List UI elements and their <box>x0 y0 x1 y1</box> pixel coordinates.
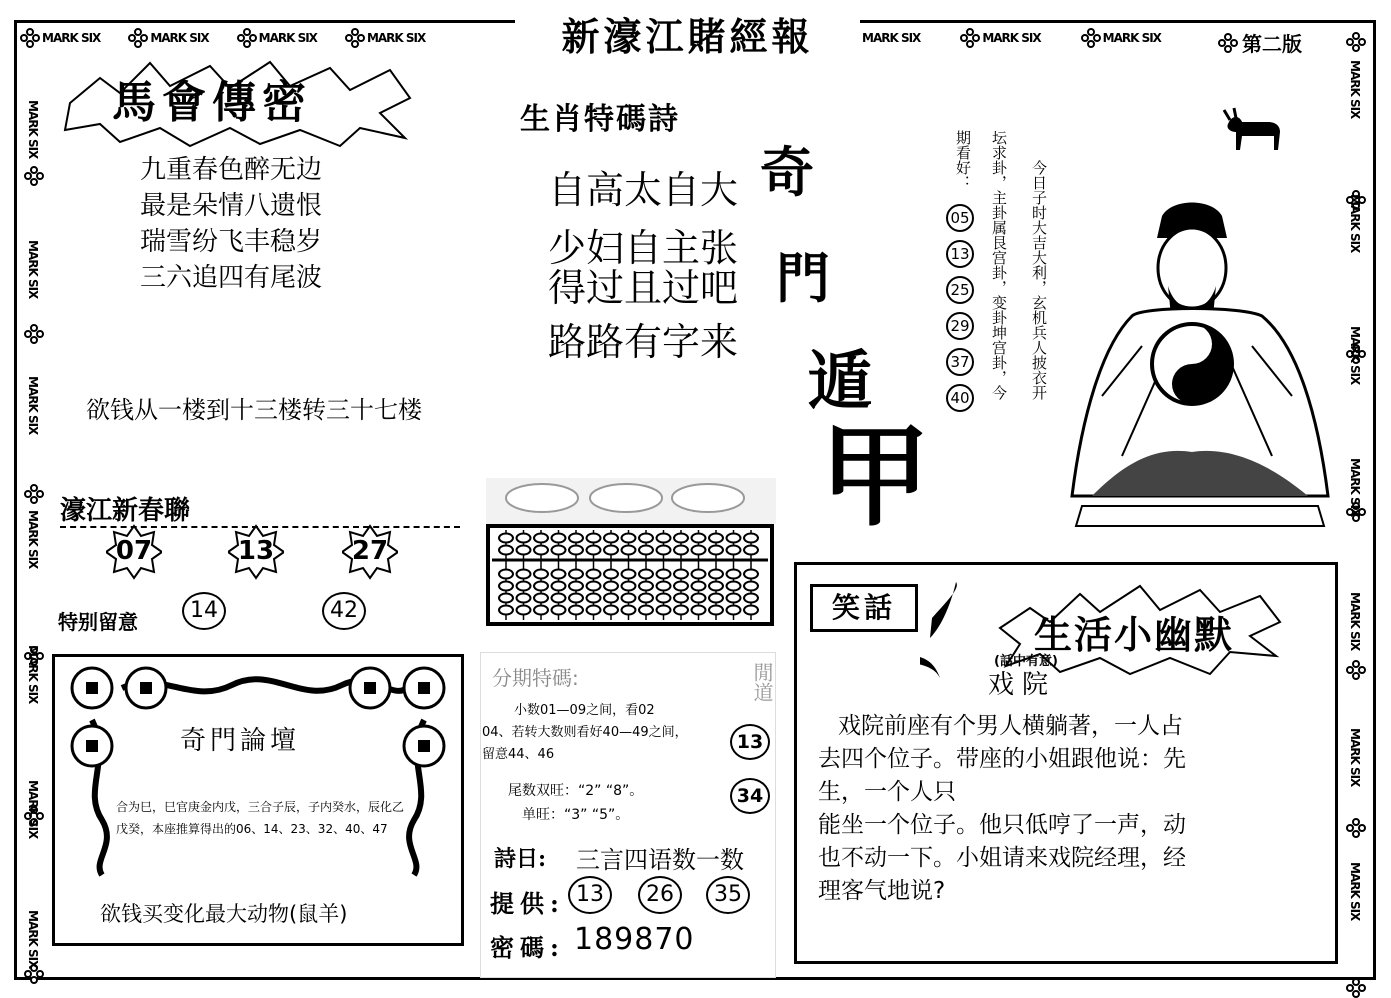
abacus-bead <box>587 606 601 615</box>
divination-number: 29 <box>946 312 974 340</box>
sage-figure <box>1062 196 1338 536</box>
abacus-bead <box>517 546 531 555</box>
top-strip-left <box>20 28 500 54</box>
abacus-bead <box>569 606 583 615</box>
joke-line: 戏院前座有个男人横躺著，一人占 <box>838 713 1183 739</box>
abacus-bead <box>604 570 618 579</box>
period-number: 13 <box>730 724 770 760</box>
abacus-bead <box>517 606 531 615</box>
abacus-bead <box>569 546 583 555</box>
period-line: 留意44、46 <box>482 747 555 762</box>
abacus-bead <box>727 534 741 543</box>
abacus-bead <box>587 594 601 603</box>
forum-footer: 欲钱买变化最大动物(鼠羊) <box>100 902 348 926</box>
abacus-bead <box>709 534 723 543</box>
abacus-bead <box>727 606 741 615</box>
special-number: 14 <box>182 592 226 630</box>
abacus-bead <box>534 606 548 615</box>
abacus-bead <box>709 594 723 603</box>
abacus-bead <box>552 570 566 579</box>
abacus-bead <box>517 570 531 579</box>
horse-secret-title: 馬會傳密 <box>112 77 312 128</box>
edition-label: 第二版 <box>1242 32 1302 56</box>
abacus-bead <box>727 594 741 603</box>
abacus-bead <box>674 582 688 591</box>
abacus-bead <box>657 594 671 603</box>
abacus-bead <box>657 606 671 615</box>
divination-col: 坛求卦，主卦属艮宫卦，变卦坤宫卦，今 <box>990 130 1008 400</box>
qimen-char: 奇 <box>760 140 814 204</box>
divination-number: 25 <box>946 276 974 304</box>
flower-icon <box>345 28 365 48</box>
poem-line: 路路有字来 <box>548 320 739 364</box>
abacus-bead <box>604 582 618 591</box>
period-special-title: 分期特碼: <box>492 666 579 690</box>
abacus-bead <box>587 582 601 591</box>
abacus-bead <box>744 582 758 591</box>
couplet-number: 07 <box>115 536 153 566</box>
abacus-bead <box>552 546 566 555</box>
code-value: 189870 <box>574 922 695 957</box>
abacus-bead <box>639 594 653 603</box>
abacus-bead <box>552 594 566 603</box>
period-line: 单旺：“3” “5”。 <box>522 807 630 823</box>
divination-number: 05 <box>946 204 974 232</box>
abacus-bead <box>552 534 566 543</box>
abacus-bead <box>744 534 758 543</box>
abacus-bead <box>517 594 531 603</box>
period-number: 34 <box>730 778 770 814</box>
abacus-bead <box>657 582 671 591</box>
abacus-bead <box>499 570 513 579</box>
abacus-bead <box>499 546 513 555</box>
divination-number: 13 <box>946 240 974 268</box>
abacus-bead <box>569 570 583 579</box>
abacus-bead <box>692 594 706 603</box>
abacus-bead <box>517 582 531 591</box>
poem-line: 瑞雪纷飞丰稳岁 <box>140 227 323 257</box>
period-side-label: 閒道 <box>750 662 774 702</box>
flower-icon <box>24 324 44 344</box>
abacus-bead <box>534 582 548 591</box>
goat-icon <box>1218 106 1288 154</box>
poem-line: 少妇自主张 <box>548 226 739 270</box>
top-strip-right <box>862 28 1202 54</box>
abacus-bead <box>727 582 741 591</box>
abacus-bead <box>709 570 723 579</box>
abacus-bead <box>499 606 513 615</box>
provide-label: 提供: <box>490 889 565 918</box>
horse-secret-poem <box>140 152 322 296</box>
joke-line: 理客气地说? <box>818 878 946 904</box>
abacus-bead <box>639 570 653 579</box>
flower-icon <box>237 28 257 48</box>
abacus-bead <box>657 570 671 579</box>
flower-icon <box>20 28 40 48</box>
abacus-bead <box>674 606 688 615</box>
marksix-logo: MARK SIX <box>862 31 921 45</box>
abacus-bead <box>622 582 636 591</box>
couplet-number: 27 <box>351 536 389 566</box>
abacus-bead <box>604 606 618 615</box>
abacus-bead <box>709 546 723 555</box>
abacus-bead <box>727 570 741 579</box>
joke-subtitle: (話中有意) <box>994 654 1058 669</box>
abacus-bead <box>744 570 758 579</box>
flower-icon <box>128 28 148 48</box>
flower-icon <box>1346 818 1366 838</box>
abacus-bead <box>674 546 688 555</box>
code-label: 密碼: <box>490 933 565 962</box>
marksix-logo: MARK SIX <box>20 28 100 48</box>
abacus-bead <box>622 606 636 615</box>
abacus-bead <box>604 534 618 543</box>
poem-line: 自高太自大 <box>548 168 739 212</box>
newspaper-title: 新濠江賭經報 <box>515 12 860 62</box>
joke-title: 生活小幽默 <box>1034 612 1235 657</box>
right-strip: MARK SIX MARK SIX MARK SIX MARK SIX MARK SIX MARK SIX MARK SIX <box>1344 30 1368 960</box>
marksix-logo: MARK SIX <box>128 28 208 48</box>
abacus-bead <box>604 594 618 603</box>
period-line: 小数01—09之间，看02 <box>514 703 655 718</box>
abacus-bead <box>692 546 706 555</box>
flower-icon <box>1346 978 1366 998</box>
abacus-bead <box>569 534 583 543</box>
provide-number: 13 <box>568 876 612 914</box>
abacus-bead <box>587 570 601 579</box>
couplet-number: 13 <box>237 536 275 566</box>
abacus-bead <box>692 570 706 579</box>
coin-ornament <box>62 660 454 880</box>
poem-day-label: 詩日: <box>494 846 547 872</box>
abacus-bead <box>622 546 636 555</box>
poem-day-value: 三言四语数一数 <box>576 846 744 874</box>
qimen-char: 甲 <box>820 412 930 541</box>
poem-line: 九重春色醉无边 <box>140 155 323 185</box>
abacus-bead <box>639 534 653 543</box>
abacus-bead <box>692 534 706 543</box>
abacus-bead <box>499 582 513 591</box>
marksix-logo: MARK SIX <box>960 28 1040 48</box>
flower-icon <box>24 166 44 186</box>
abacus-bead <box>604 546 618 555</box>
special-number: 42 <box>322 592 366 630</box>
period-line: 尾数双旺：“2” “8”。 <box>508 783 644 799</box>
abacus-bead <box>587 546 601 555</box>
forum-title: 奇門論壇 <box>180 726 301 756</box>
joke-line: 去四个位子。带座的小姐跟他说：先 <box>818 746 1186 772</box>
abacus-bead <box>744 546 758 555</box>
abacus-bead <box>534 594 548 603</box>
abacus-bead <box>657 546 671 555</box>
zodiac-poem <box>548 166 738 366</box>
qimen-char: 遁 <box>808 344 872 419</box>
abacus-bead <box>709 606 723 615</box>
marksix-logo: MARK SIX <box>237 28 317 48</box>
provide-number: 35 <box>706 876 750 914</box>
joke-badge: 笑話 <box>810 584 918 632</box>
joke-line: 能坐一个位子。他只低哼了一声，动 <box>818 812 1186 838</box>
abacus-bead <box>674 534 688 543</box>
divination-col: 今日子时大吉大利，玄机兵人披衣开 <box>1030 160 1048 400</box>
poem-line: 最是朵情八遗恨 <box>140 191 323 221</box>
flower-icon <box>1346 660 1366 680</box>
left-strip: MARK SIX MARK SIX MARK SIX MARK SIX MARK SIX MARK SIX MARK SIX <box>22 100 46 960</box>
divination-number: 40 <box>946 384 974 412</box>
flower-icon <box>1218 33 1238 53</box>
abacus-bead <box>552 582 566 591</box>
special-attention-label: 特别留意 <box>58 610 138 634</box>
abacus-bead <box>692 582 706 591</box>
edition-block <box>1218 28 1302 57</box>
floor-hint: 欲钱从一楼到十三楼转三十七楼 <box>86 396 422 424</box>
abacus-bead <box>534 534 548 543</box>
flower-icon <box>960 28 980 48</box>
forum-body: 合为巳，巳官庚金内戊，三合子辰，子内癸水，辰化乙戊癸，本座推算得出的06、14、23、32、40、47 <box>116 800 405 836</box>
abacus-illustration <box>486 478 776 630</box>
abacus-bead <box>657 534 671 543</box>
abacus-bead <box>744 606 758 615</box>
abacus-bead <box>569 582 583 591</box>
divination-col: 期看好： <box>954 130 972 190</box>
abacus-bead <box>499 594 513 603</box>
abacus-bead <box>622 594 636 603</box>
poem-line: 三六追四有尾波 <box>140 263 323 293</box>
flower-icon <box>1081 28 1101 48</box>
abacus-bead <box>587 534 601 543</box>
abacus-bead <box>674 570 688 579</box>
abacus-bead <box>709 582 723 591</box>
zodiac-poem-title: 生肖特碼詩 <box>520 102 680 137</box>
joke-heading: 戏院 <box>988 670 1057 700</box>
flower-icon <box>24 484 44 504</box>
abacus-bead <box>622 570 636 579</box>
spring-couplet-title: 濠江新春聯 <box>60 496 191 526</box>
abacus-bead <box>534 570 548 579</box>
marksix-logo: MARK SIX <box>1081 28 1161 48</box>
abacus-bead <box>534 546 548 555</box>
joke-line: 生，一个人只 <box>818 779 956 805</box>
abacus-bead <box>674 594 688 603</box>
abacus-bead <box>569 594 583 603</box>
marksix-logo: MARK SIX <box>345 28 425 48</box>
qimen-char: 門 <box>776 246 830 310</box>
abacus-bead <box>727 546 741 555</box>
period-line: 04、若转大数则看好40—49之间， <box>482 725 688 740</box>
abacus-bead <box>639 582 653 591</box>
abacus-bead <box>552 606 566 615</box>
abacus-bead <box>639 606 653 615</box>
abacus-bead <box>499 534 513 543</box>
poem-line: 得过且过吧 <box>548 266 739 310</box>
abacus-bead <box>744 594 758 603</box>
abacus-bead <box>639 546 653 555</box>
abacus-bead <box>692 606 706 615</box>
abacus-bead <box>517 534 531 543</box>
divination-number: 37 <box>946 348 974 376</box>
provide-number: 26 <box>638 876 682 914</box>
abacus-bead <box>622 534 636 543</box>
flower-icon <box>1346 32 1366 52</box>
joke-body <box>818 710 1318 908</box>
joke-line: 也不动一下。小姐请来戏院经理，经 <box>818 845 1186 871</box>
